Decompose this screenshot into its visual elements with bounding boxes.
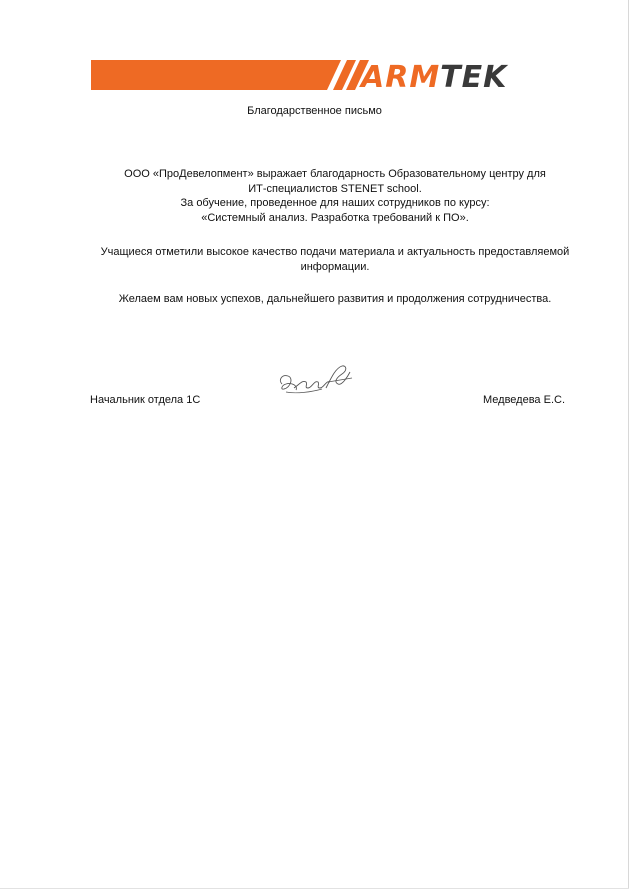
signatory-position: Начальник отдела 1С (90, 394, 201, 406)
logo-graphic (91, 60, 561, 90)
letter-title: Благодарственное письмо (247, 105, 382, 117)
paragraph-line: информации. (300, 260, 370, 273)
paragraph-line: Учащиеся отметили высокое качество подачи материала и актуальность предоставляемой (100, 246, 570, 258)
paragraph-line: За обучение, проведенное для наших сотрудников по курсу: (180, 197, 490, 209)
logo-text-arm: ARM (361, 60, 441, 90)
logo-text-tek: TEK (440, 60, 508, 90)
handwritten-signature (276, 362, 356, 404)
paragraph-line: ООО «ПроДевелопмент» выражает благодарность Образовательному центру для (124, 168, 546, 180)
paragraph-gratitude (80, 167, 590, 225)
logo-wordmark (359, 60, 509, 90)
armtek-logo (91, 60, 561, 90)
logo-orange-bar (91, 60, 341, 90)
paragraph-line: Желаем вам новых успехов, дальнейшего развития и продолжения сотрудничества. (118, 293, 552, 305)
paragraph-line: «Системный анализ. Разработка требований к ПО». (201, 211, 469, 224)
paragraph-feedback (80, 245, 590, 274)
signatory-name: Медведева Е.С. (483, 394, 566, 406)
paragraph-line: ИТ-специалистов STENET school. (248, 182, 422, 195)
paragraph-wishes (80, 292, 590, 307)
